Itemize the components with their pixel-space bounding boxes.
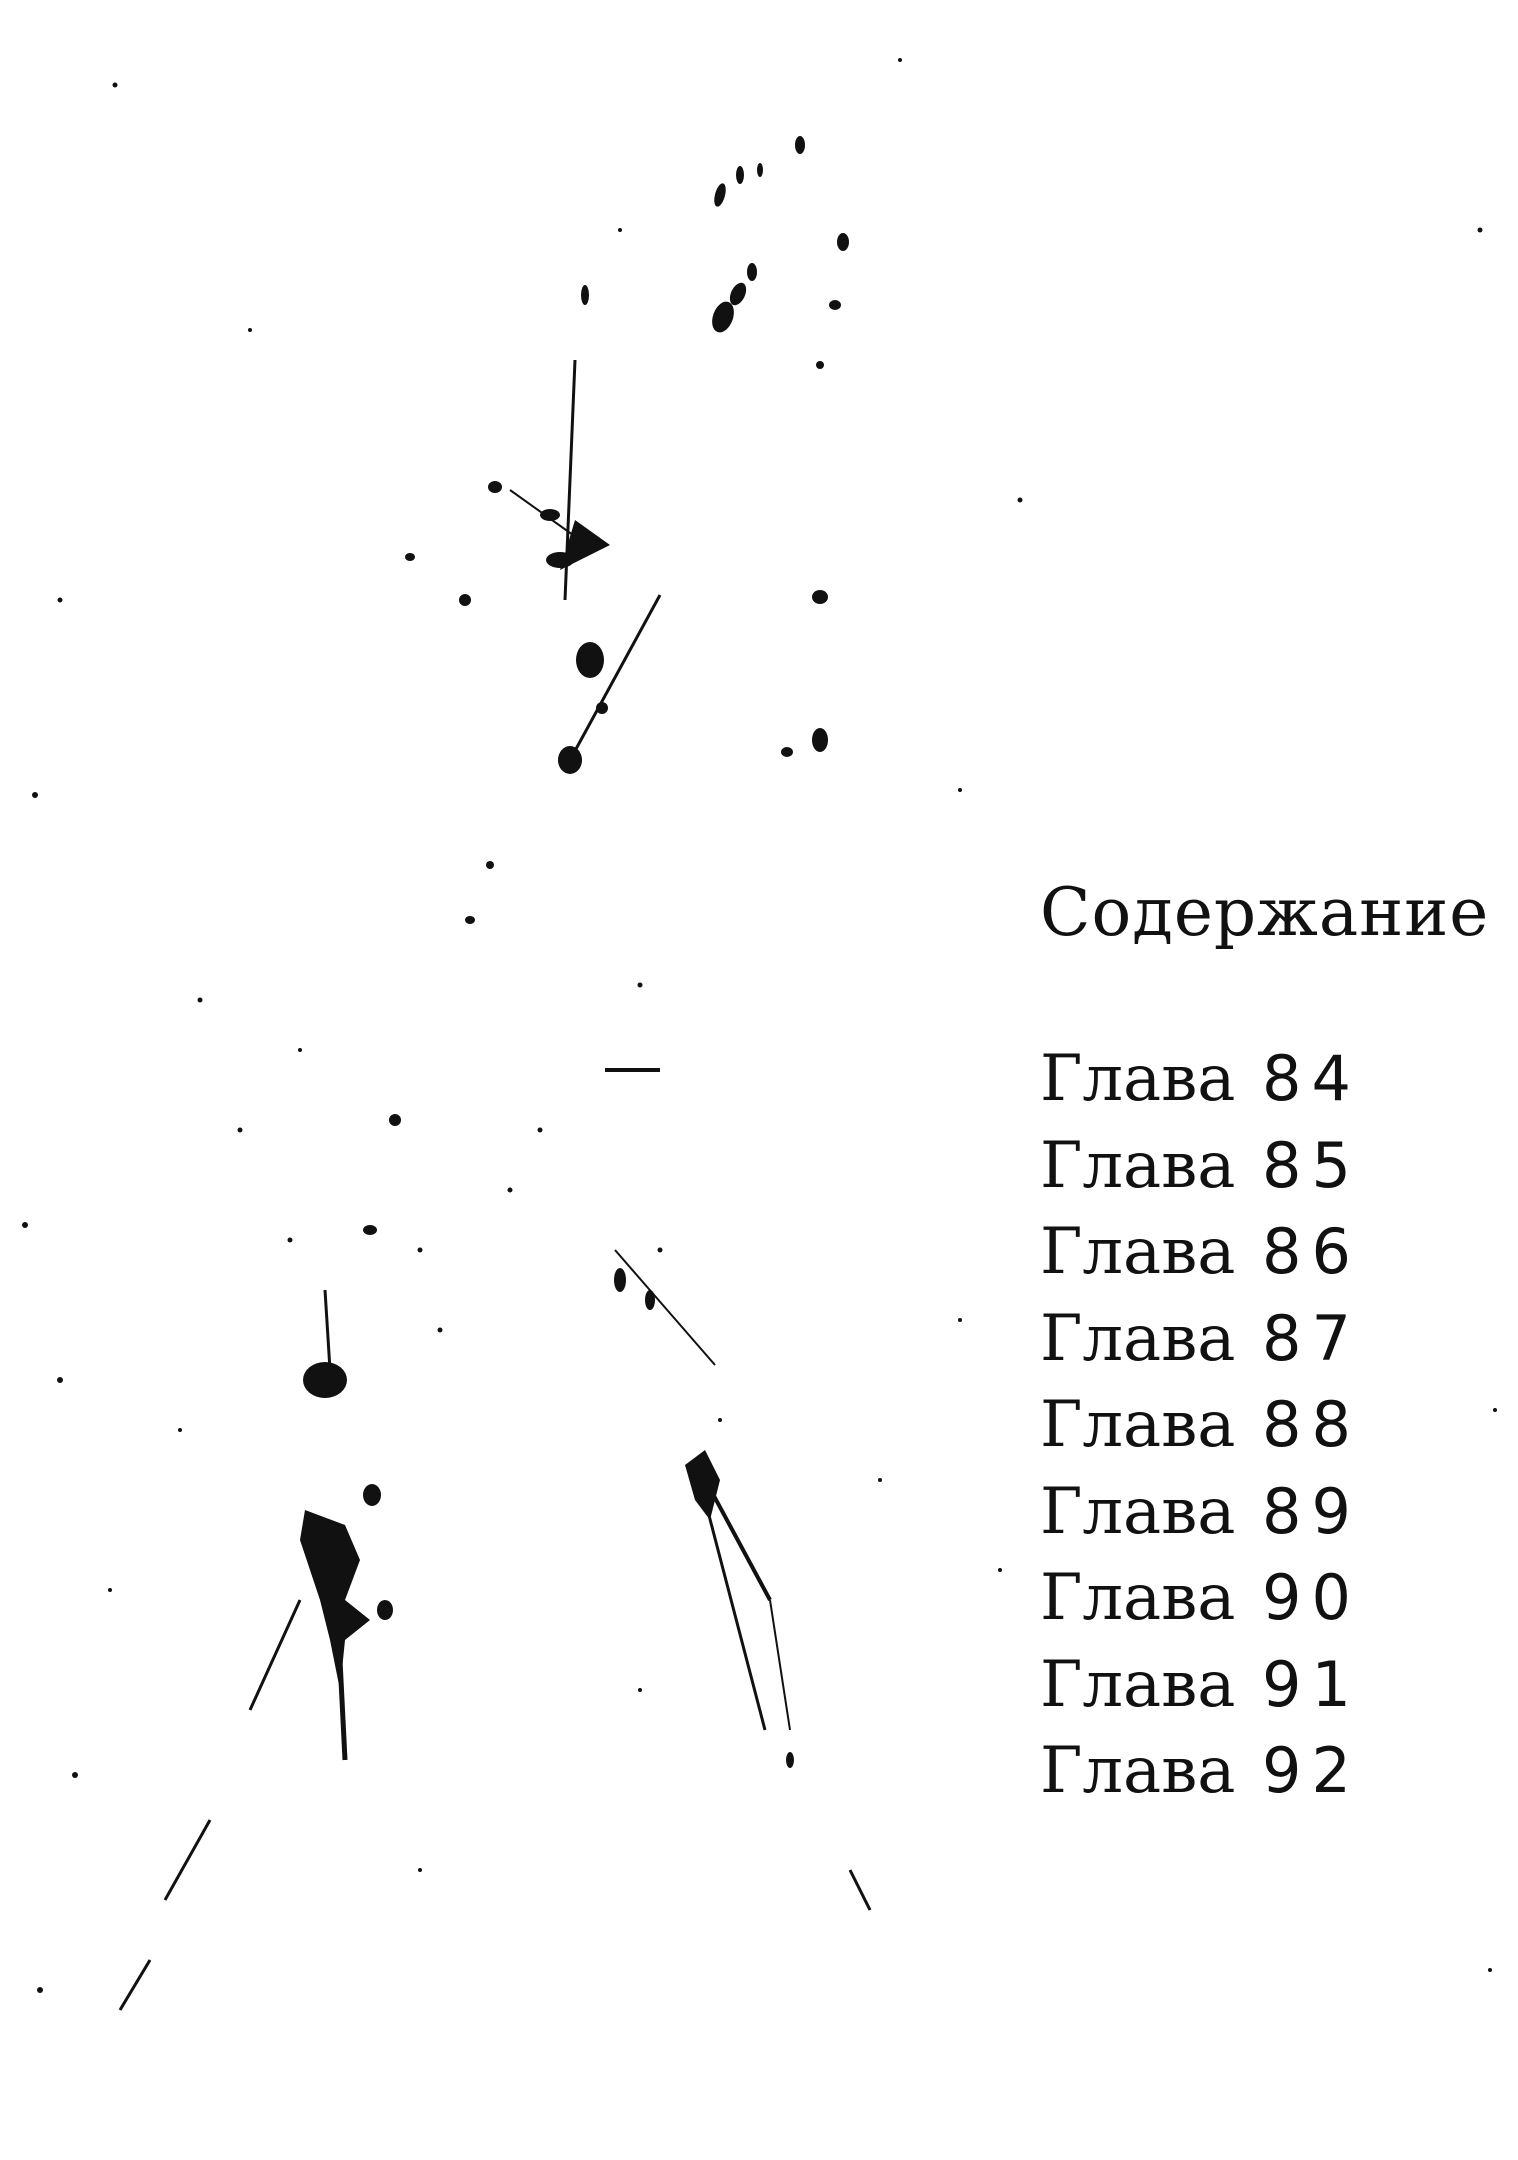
chapter-number: 92 (1262, 1734, 1361, 1807)
chapter-list (1040, 1036, 1480, 1815)
chapter-label: Глава (1040, 1474, 1236, 1549)
chapter-label: Глава (1040, 1734, 1236, 1808)
chapter-entry (1040, 1555, 1480, 1642)
chapter-entry (1040, 1469, 1480, 1556)
chapter-entry (1040, 1382, 1480, 1469)
chapter-label: Глава (1040, 1561, 1236, 1635)
chapter-entry (1040, 1209, 1480, 1296)
chapter-entry (1040, 1642, 1480, 1729)
chapter-entry (1040, 1296, 1480, 1383)
chapter-label: Глава (1040, 1388, 1236, 1462)
table-of-contents (1040, 868, 1490, 1815)
chapter-number: 86 (1262, 1215, 1361, 1288)
chapter-label: Глава (1040, 1042, 1236, 1116)
chapter-entry (1040, 1728, 1480, 1815)
chapter-number: 91 (1262, 1647, 1361, 1721)
chapter-number: 90 (1262, 1561, 1361, 1634)
contents-title: Содержание (1040, 874, 1490, 951)
chapter-number: 87 (1262, 1301, 1361, 1375)
chapter-label: Глава (1040, 1128, 1236, 1203)
chapter-entry (1040, 1036, 1480, 1123)
chapter-number: 85 (1262, 1128, 1361, 1202)
chapter-label: Глава (1040, 1301, 1236, 1376)
chapter-number: 84 (1262, 1042, 1361, 1115)
chapter-label: Глава (1040, 1215, 1236, 1289)
chapter-number: 88 (1262, 1388, 1361, 1461)
chapter-label: Глава (1040, 1647, 1236, 1722)
chapter-entry (1040, 1123, 1480, 1210)
chapter-number: 89 (1262, 1474, 1361, 1548)
